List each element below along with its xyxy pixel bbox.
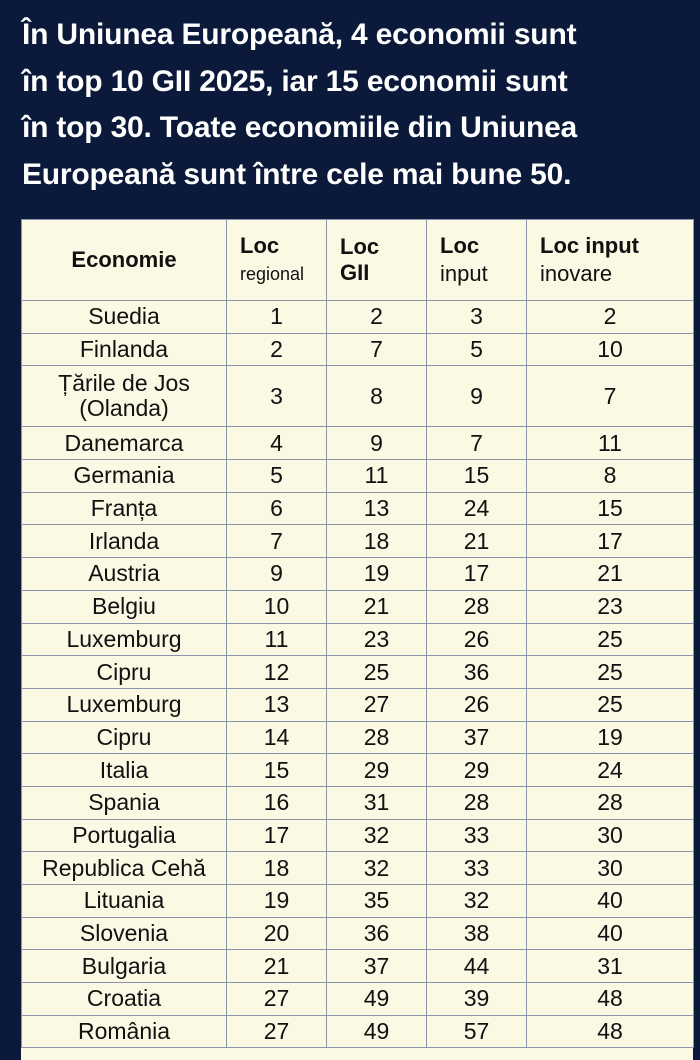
cell-loc-input: 5 xyxy=(427,333,527,366)
ranking-table-container xyxy=(21,219,693,1060)
cell-economie: Danemarca xyxy=(22,427,227,460)
cell-economie: Lituania xyxy=(22,885,227,918)
cell-loc-gii: 49 xyxy=(327,1015,427,1048)
cell-loc-input: 7 xyxy=(427,427,527,460)
header-loc-input-inovare-main: Loc input xyxy=(540,233,639,258)
cell-loc-regional: 2 xyxy=(227,333,327,366)
cell-loc-input-inovare: 17 xyxy=(527,525,694,558)
cell-loc-regional: 16 xyxy=(227,786,327,819)
cell-economie: Italia xyxy=(22,754,227,787)
header-loc-input-sub: input xyxy=(440,261,488,286)
cell-loc-gii: 23 xyxy=(327,623,427,656)
cell-economie: Cipru xyxy=(22,656,227,689)
cell-loc-input: 26 xyxy=(427,688,527,721)
cell-loc-input-inovare: 48 xyxy=(527,1015,694,1048)
cell-loc-input-inovare: 25 xyxy=(527,623,694,656)
table-row xyxy=(22,301,694,334)
cell-loc-regional: 11 xyxy=(227,623,327,656)
cell-loc-regional: 12 xyxy=(227,656,327,689)
cell-loc-regional: 6 xyxy=(227,492,327,525)
cell-loc-input: 21 xyxy=(427,525,527,558)
cell-loc-gii: 2 xyxy=(327,301,427,334)
cell-loc-input: 44 xyxy=(427,950,527,983)
cell-loc-gii: 28 xyxy=(327,721,427,754)
cell-loc-regional: 14 xyxy=(227,721,327,754)
cell-loc-input: 9 xyxy=(427,366,527,427)
cell-economie: Luxemburg xyxy=(22,623,227,656)
cell-loc-gii: 13 xyxy=(327,492,427,525)
cell-loc-input-inovare: 15 xyxy=(527,492,694,525)
cell-economie: România xyxy=(22,1015,227,1048)
cell-economie: Suedia xyxy=(22,301,227,334)
cell-loc-gii: 37 xyxy=(327,950,427,983)
cell-economie: Croatia xyxy=(22,983,227,1016)
table-row xyxy=(22,1015,694,1048)
cell-loc-regional: 27 xyxy=(227,1015,327,1048)
cell-loc-input-inovare: 2 xyxy=(527,301,694,334)
cell-loc-regional: 1 xyxy=(227,301,327,334)
table-row xyxy=(22,885,694,918)
cell-loc-gii: 36 xyxy=(327,917,427,950)
table-row xyxy=(22,460,694,493)
cell-loc-input: 37 xyxy=(427,721,527,754)
ranking-table xyxy=(21,219,694,1048)
cell-loc-gii: 11 xyxy=(327,460,427,493)
cell-loc-input-inovare: 40 xyxy=(527,917,694,950)
headline-line: în top 30. Toate economiile din Uniunea xyxy=(22,111,578,144)
cell-loc-gii: 35 xyxy=(327,885,427,918)
cell-loc-regional: 20 xyxy=(227,917,327,950)
cell-loc-input: 3 xyxy=(427,301,527,334)
header-economie-label: Economie xyxy=(71,247,177,272)
table-row xyxy=(22,917,694,950)
cell-loc-input-inovare: 24 xyxy=(527,754,694,787)
headline-line: În Uniunea Europeană, 4 economii sunt xyxy=(22,18,577,51)
cell-loc-input: 26 xyxy=(427,623,527,656)
cell-loc-input: 33 xyxy=(427,852,527,885)
cell-loc-regional: 9 xyxy=(227,558,327,591)
cell-loc-regional: 3 xyxy=(227,366,327,427)
cell-economie: Cipru xyxy=(22,721,227,754)
header-loc-regional-main: Loc xyxy=(240,233,280,258)
cell-loc-regional: 10 xyxy=(227,590,327,623)
table-header xyxy=(22,220,694,301)
cell-loc-input-inovare: 11 xyxy=(527,427,694,460)
cell-loc-gii: 25 xyxy=(327,656,427,689)
cell-loc-gii: 21 xyxy=(327,590,427,623)
cell-loc-input: 38 xyxy=(427,917,527,950)
table-row xyxy=(22,366,694,427)
cell-loc-input-inovare: 10 xyxy=(527,333,694,366)
cell-loc-input: 28 xyxy=(427,590,527,623)
header-loc-input xyxy=(427,220,527,301)
cell-loc-regional: 21 xyxy=(227,950,327,983)
cell-loc-regional: 7 xyxy=(227,525,327,558)
cell-loc-gii: 29 xyxy=(327,754,427,787)
cell-economie: Irlanda xyxy=(22,525,227,558)
table-row xyxy=(22,819,694,852)
headline xyxy=(22,12,694,198)
cell-loc-gii: 49 xyxy=(327,983,427,1016)
cell-loc-input: 29 xyxy=(427,754,527,787)
cell-loc-regional: 5 xyxy=(227,460,327,493)
cell-economie: Finlanda xyxy=(22,333,227,366)
cell-economie: Portugalia xyxy=(22,819,227,852)
table-row xyxy=(22,427,694,460)
header-loc-regional xyxy=(227,220,327,301)
cell-loc-input-inovare: 30 xyxy=(527,852,694,885)
cell-loc-regional: 18 xyxy=(227,852,327,885)
cell-loc-input-inovare: 7 xyxy=(527,366,694,427)
cell-loc-input: 15 xyxy=(427,460,527,493)
cell-loc-regional: 17 xyxy=(227,819,327,852)
cell-loc-input: 17 xyxy=(427,558,527,591)
table-row xyxy=(22,786,694,819)
cell-loc-regional: 19 xyxy=(227,885,327,918)
table-row xyxy=(22,623,694,656)
cell-economie: Germania xyxy=(22,460,227,493)
cell-loc-input: 28 xyxy=(427,786,527,819)
cell-loc-input-inovare: 48 xyxy=(527,983,694,1016)
cell-loc-gii: 8 xyxy=(327,366,427,427)
cell-economie: Țările de Jos (Olanda) xyxy=(22,366,227,427)
table-row xyxy=(22,590,694,623)
cell-loc-regional: 4 xyxy=(227,427,327,460)
cell-loc-input-inovare: 21 xyxy=(527,558,694,591)
cell-economie: Bulgaria xyxy=(22,950,227,983)
cell-loc-input: 32 xyxy=(427,885,527,918)
table-row xyxy=(22,754,694,787)
cell-economie: Franța xyxy=(22,492,227,525)
cell-loc-input-inovare: 25 xyxy=(527,688,694,721)
cell-loc-input-inovare: 8 xyxy=(527,460,694,493)
cell-loc-gii: 18 xyxy=(327,525,427,558)
cell-economie: Spania xyxy=(22,786,227,819)
cell-loc-gii: 32 xyxy=(327,852,427,885)
table-row xyxy=(22,983,694,1016)
cell-loc-input-inovare: 25 xyxy=(527,656,694,689)
cell-loc-regional: 15 xyxy=(227,754,327,787)
header-loc-gii-sub: GII xyxy=(340,260,370,285)
cell-loc-input-inovare: 23 xyxy=(527,590,694,623)
cell-loc-input: 36 xyxy=(427,656,527,689)
cell-loc-input: 24 xyxy=(427,492,527,525)
table-row xyxy=(22,950,694,983)
headline-line: Europeană sunt între cele mai bune 50. xyxy=(22,157,572,191)
headline-line: în top 10 GII 2025, iar 15 economii sunt xyxy=(22,64,568,98)
header-economie xyxy=(22,220,227,301)
cell-economie: Austria xyxy=(22,558,227,591)
header-loc-input-inovare-sub: inovare xyxy=(540,261,613,286)
cell-economie: Slovenia xyxy=(22,917,227,950)
cell-loc-gii: 9 xyxy=(327,427,427,460)
cell-loc-input-inovare: 40 xyxy=(527,885,694,918)
cell-loc-regional: 13 xyxy=(227,688,327,721)
header-loc-regional-sub: regional xyxy=(240,264,305,284)
header-row xyxy=(22,220,694,301)
cell-economie: Luxemburg xyxy=(22,688,227,721)
cell-loc-input: 57 xyxy=(427,1015,527,1048)
table-row xyxy=(22,492,694,525)
table-body xyxy=(22,301,694,1048)
cell-loc-gii: 27 xyxy=(327,688,427,721)
table-row xyxy=(22,688,694,721)
cell-loc-input: 39 xyxy=(427,983,527,1016)
cell-economie: Republica Cehă xyxy=(22,852,227,885)
header-loc-input-main: Loc xyxy=(440,233,480,258)
table-row xyxy=(22,656,694,689)
cell-loc-input-inovare: 31 xyxy=(527,950,694,983)
cell-loc-gii: 7 xyxy=(327,333,427,366)
cell-loc-input-inovare: 19 xyxy=(527,721,694,754)
table-row xyxy=(22,558,694,591)
header-loc-gii-main: Loc xyxy=(340,234,380,259)
cell-loc-gii: 31 xyxy=(327,786,427,819)
cell-loc-gii: 19 xyxy=(327,558,427,591)
header-loc-input-inovare xyxy=(527,220,694,301)
cell-loc-input-inovare: 28 xyxy=(527,786,694,819)
cell-loc-gii: 32 xyxy=(327,819,427,852)
cell-loc-input-inovare: 30 xyxy=(527,819,694,852)
table-row xyxy=(22,525,694,558)
cell-loc-input: 33 xyxy=(427,819,527,852)
header-loc-gii xyxy=(327,220,427,301)
cell-loc-regional: 27 xyxy=(227,983,327,1016)
table-row xyxy=(22,721,694,754)
cell-economie: Belgiu xyxy=(22,590,227,623)
table-row xyxy=(22,333,694,366)
table-row xyxy=(22,852,694,885)
